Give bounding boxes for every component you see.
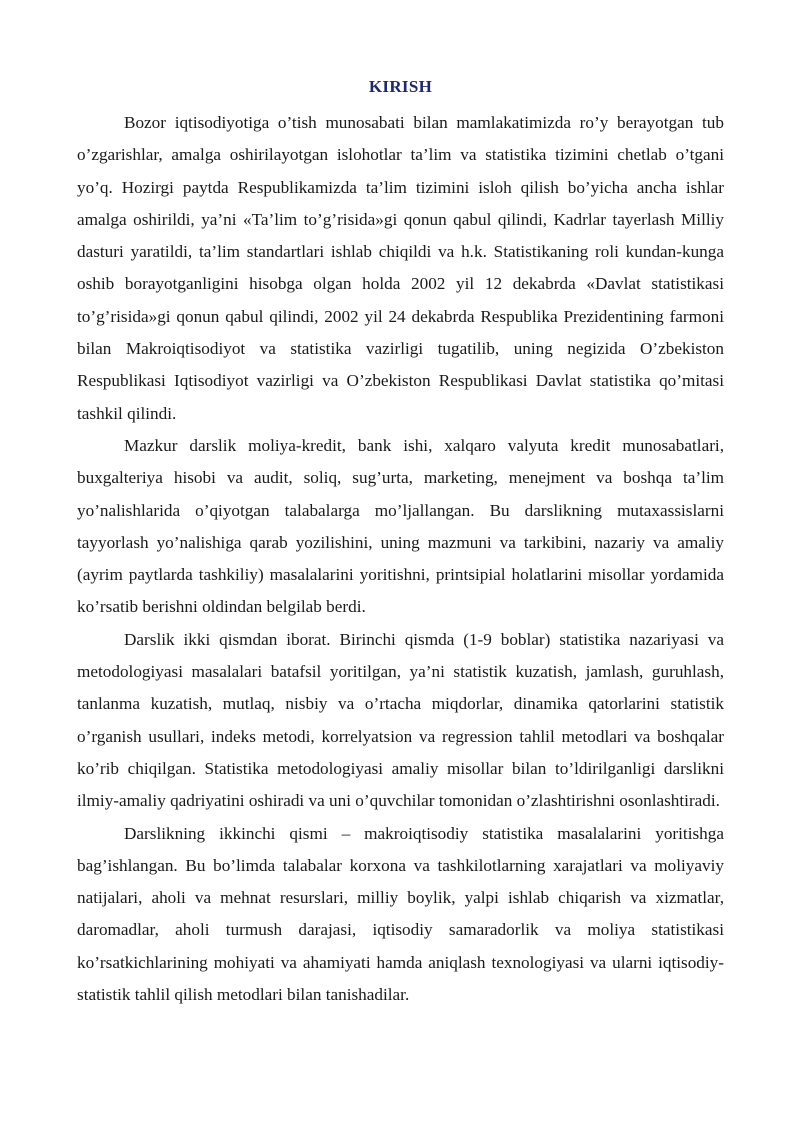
paragraph-2: Mazkur darslik moliya-kredit, bank ishi, xalqaro valyuta kredit munosabatlari, buxgalteriya hisobi va audit, soliq, sug’urta, marketing, menejment va boshqa ta’lim yo’nalishlarida o’qiyotgan talabalarga mo’ljallangan. Bu darslikning mutaxassislarni tayyorlash yo’nalishiga qarab yozilishini, uning mazmuni va tarkibini, nazariy va amaliy (ayrim paytlarda tashkiliy) masalalarini yoritishni, printsipial holatlarini misollar yordamida ko’rsatib berishni oldindan belgilab berdi. xyxy=(77,435,724,617)
paragraph-3: Darslik ikki qismdan iborat. Birinchi qismda (1-9 boblar) statistika nazariyasi va metodologiyasi masalalari batafsil yoritilgan, ya’ni statistik kuzatish, jamlash, guruhlash, tanlanma kuzatish, mutlaq, nisbiy va o’rtacha miqdorlar, dinamika qatorlarini statistik o’rganish usullari, indeks metodi, korrelyatsion va regression tahlil metodlari va boshqalar ko’rib chiqilgan. Statistika metodologiyasi amaliy misollar bilan to’ldirilganligi darslikni ilmiy-amaliy qadriyatini oshiradi va uni o’quvchilar tomonidan o’zlashtirishni osonlashtiradi. xyxy=(77,629,724,811)
paragraph-1: Bozor iqtisodiyotiga o’tish munosabati bilan mamlakatimizda ro’y berayotgan tub o’zgarishlar, amalga oshirilayotgan islohotlar ta’lim va statistika tizimini chetlab o’tgani yo’q. Hozirgi paytda Respublikamizda ta’lim tizimini isloh qilish bo’yicha ancha ishlar amalga oshirildi, ya’ni «Ta’lim to’g’risida»gi qonun qabul qilindi, Kadrlar tayerlash Milliy dasturi yaratildi, ta’lim standartlari ishlab chiqildi va h.k. Statistikaning roli kundan-kunga oshib borayotganligini hisobga olgan holda 2002 yil 12 dekabrda «Davlat statistikasi to’g’risida»gi qonun qabul qilindi, 2002 yil 24 dekabrda Respublika Prezidentining farmoni bilan Makroiqtisodiyot va statistika vazirligi tugatilib, uning negizida O’zbekiston Respublikasi Iqtisodiyot vazirligi va O’zbekiston Respublikasi Davlat statistika qo’mitasi tashkil qilindi. xyxy=(77,113,724,423)
page-title: KIRISH xyxy=(368,77,433,96)
document-page xyxy=(77,76,724,1011)
paragraph-4: Darslikning ikkinchi qismi – makroiqtisodiy statistika masalalarini yoritishga bag’ishlangan. Bu bo’limda talabalar korxona va tashkilotlarning xarajatlari va moliyaviy natijalari, aholi va mehnat resurslari, milliy boylik, yalpi ishlab chiqarish va xizmatlar, daromadlar, aholi turmush darajasi, iqtisodiy samaradorlik va moliya statistikasi ko’rsatkichlarining mohiyati va ahamiyati hamda aniqlash texnologiyasi va ularni iqtisodiy-statistik tahlil qilish metodlari bilan tanishadilar. xyxy=(77,823,724,1005)
